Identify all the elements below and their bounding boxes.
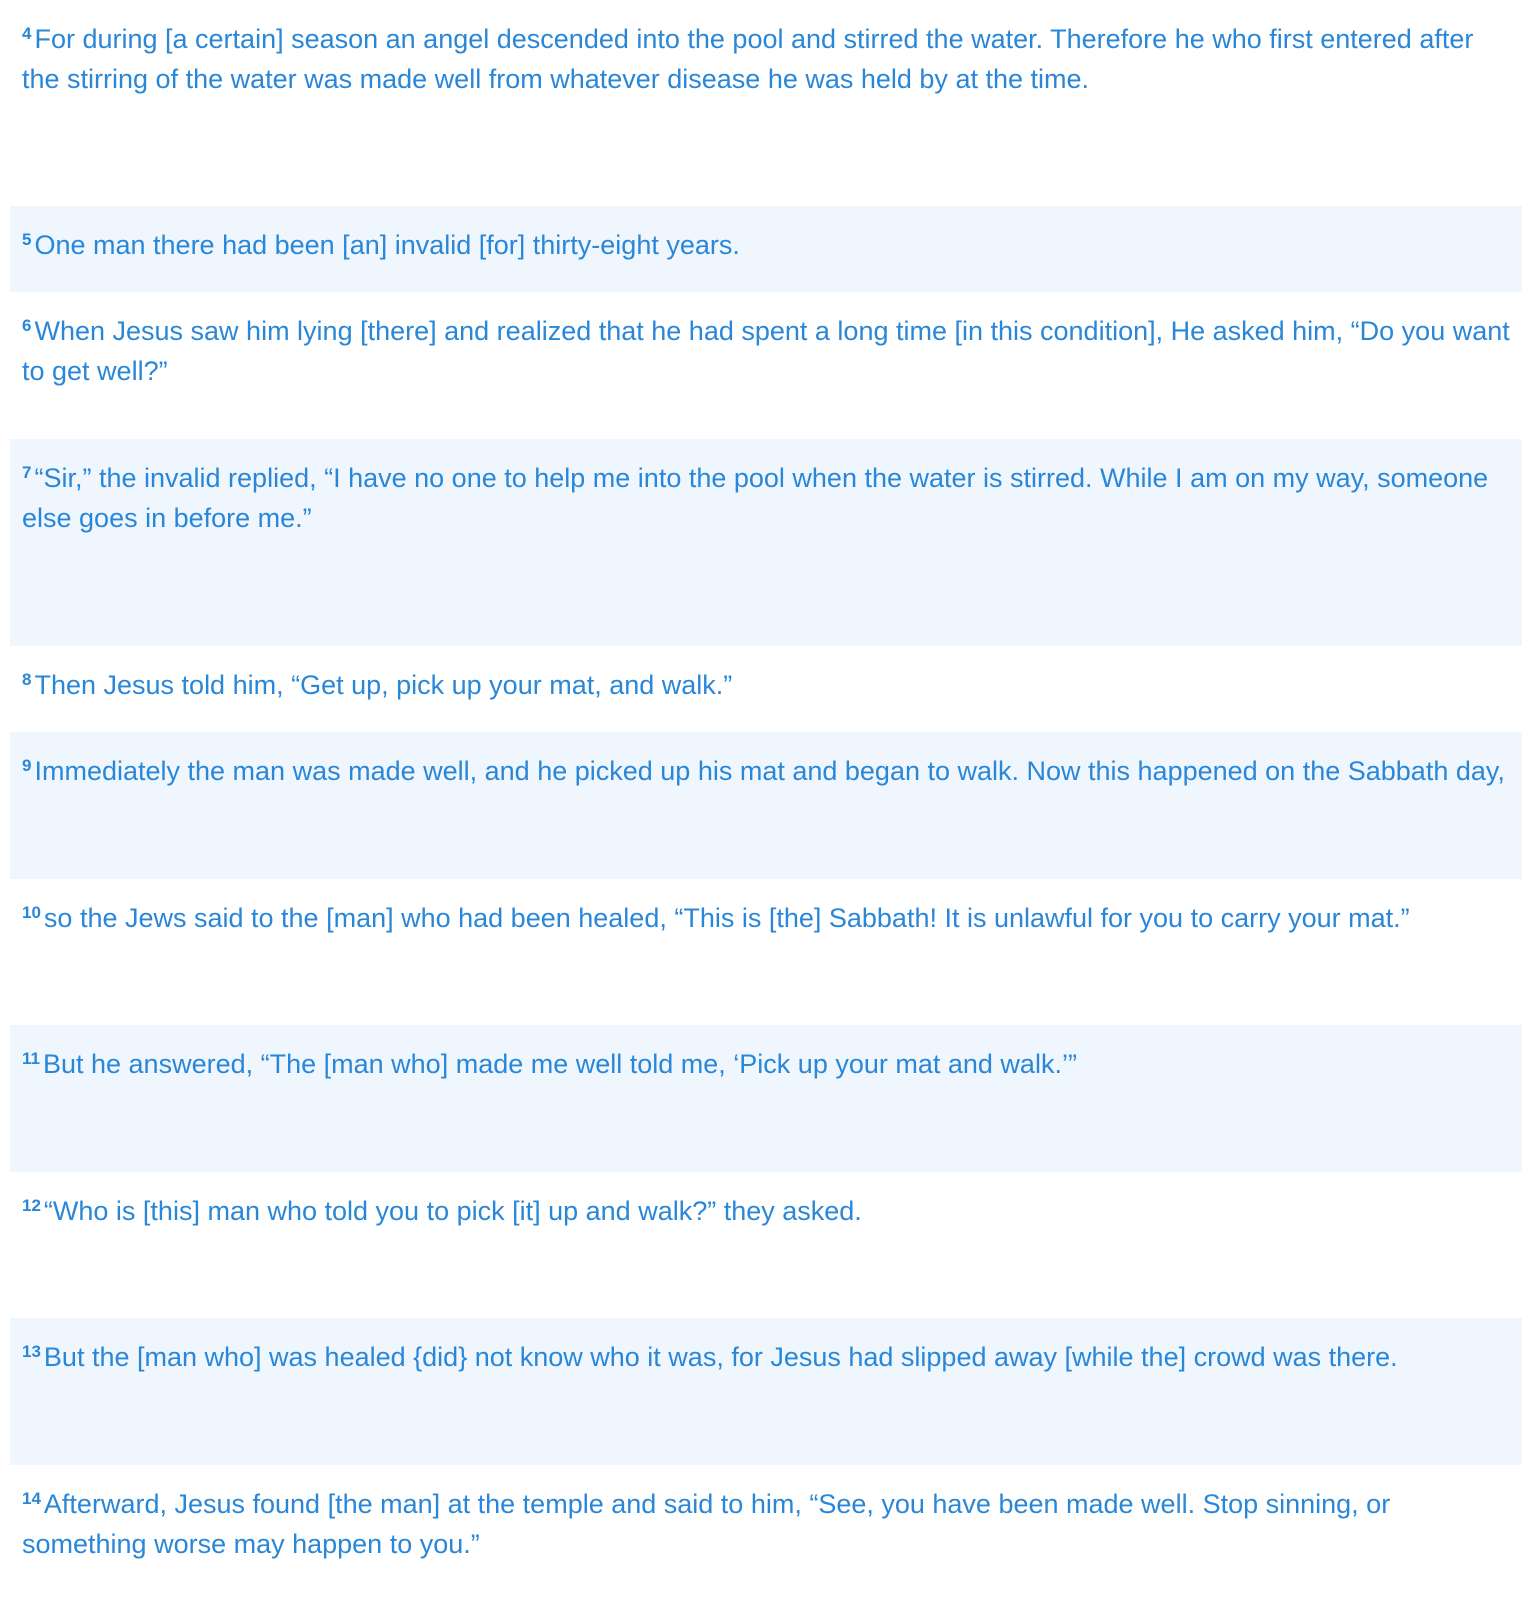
verse-text: so the Jews said to the [man] who had been healed, “This is [the] Sabbath! It is unlawful for you to carry your mat.” xyxy=(43,903,1410,933)
verse-14 xyxy=(10,1465,1522,1600)
verse-number: 12 xyxy=(22,1196,41,1215)
verse-text: But he answered, “The [man who] made me well told me, ‘Pick up your mat and walk.’” xyxy=(42,1049,1077,1079)
verse-number: 14 xyxy=(22,1489,41,1508)
verse-13 xyxy=(10,1318,1522,1465)
verse-6 xyxy=(10,292,1522,439)
verse-text: Immediately the man was made well, and he picked up his mat and began to walk. Now this happened on the Sabbath day, xyxy=(34,756,1505,786)
verse-text: “Who is [this] man who told you to pick [it] up and walk?” they asked. xyxy=(43,1196,862,1226)
verse-number: 5 xyxy=(22,230,32,249)
verse-text: Then Jesus told him, “Get up, pick up your mat, and walk.” xyxy=(34,670,733,700)
verse-number: 6 xyxy=(22,316,32,335)
verse-text: Afterward, Jesus found [the man] at the temple and said to him, “See, you have been made well. Stop sinning, or something worse may happen to you.” xyxy=(22,1489,1391,1559)
verse-8 xyxy=(10,646,1522,732)
verse-12 xyxy=(10,1172,1522,1318)
verse-text: When Jesus saw him lying [there] and realized that he had spent a long time [in this condition], He asked him, “Do you want to get well?” xyxy=(22,316,1510,386)
verse-9 xyxy=(10,732,1522,879)
verse-number: 13 xyxy=(22,1342,41,1361)
verse-number: 7 xyxy=(22,463,32,482)
verse-7 xyxy=(10,439,1522,646)
verse-number: 9 xyxy=(22,756,32,775)
verse-10 xyxy=(10,879,1522,1025)
verse-text: One man there had been [an] invalid [for] thirty-eight years. xyxy=(34,230,740,260)
verse-number: 11 xyxy=(22,1049,40,1068)
verse-text: “Sir,” the invalid replied, “I have no one to help me into the pool when the water is stirred. While I am on my way, someone else goes in before me.” xyxy=(22,463,1489,533)
verse-number: 4 xyxy=(22,24,32,43)
verse-number: 10 xyxy=(22,903,41,922)
verse-4 xyxy=(10,0,1522,206)
verse-number: 8 xyxy=(22,670,32,689)
verse-text: But the [man who] was healed {did} not know who it was, for Jesus had slipped away [while the] crowd was there. xyxy=(43,1342,1398,1372)
verse-11 xyxy=(10,1025,1522,1172)
verse-5 xyxy=(10,206,1522,292)
verse-text: For during [a certain] season an angel descended into the pool and stirred the water. Therefore he who first entered after the stirring of the water was made well from whatever disease he was held by at the time. xyxy=(22,24,1474,94)
